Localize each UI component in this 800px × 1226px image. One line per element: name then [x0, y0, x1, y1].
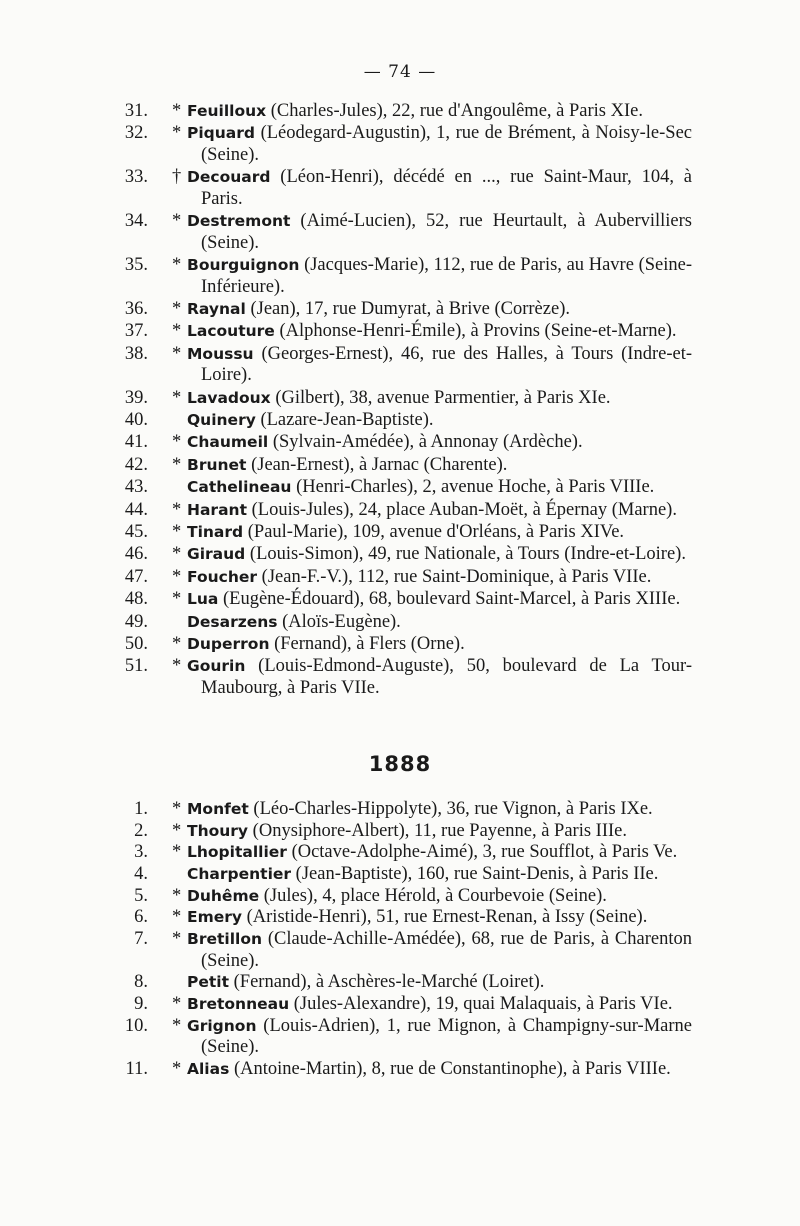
page-number: — 74 — [363, 62, 437, 82]
entry-number: 44. [124, 499, 148, 520]
entry-number: 31. [124, 101, 148, 121]
entry-name: Foucher [187, 567, 258, 586]
entry-number: 37. [124, 321, 148, 342]
entry-name: Bretillon [187, 930, 263, 949]
list-item [0, 455, 800, 477]
entry-number: 46. [124, 544, 148, 565]
entry-number: 34. [124, 211, 148, 232]
entry-name: Lavadoux [187, 388, 271, 407]
entry-name: Giraud [187, 545, 246, 564]
list-item [0, 567, 800, 589]
entry-name: Decouard [187, 168, 271, 187]
entry-details: (Jean-Baptiste), 160, rue Saint-Denis, à Paris IIe. [291, 864, 659, 885]
entry-number: 40. [124, 410, 148, 431]
entry-number: 45. [124, 521, 148, 542]
entry-number: 5. [134, 885, 148, 906]
list-item [0, 656, 800, 699]
entry-details: (Fernand), à Flers (Orne). [269, 633, 465, 654]
entry-name: Lacouture [187, 322, 275, 341]
entry-details: (Aimé-Lucien), 52, rue Heurtault, à Aubervilliers (Seine). [201, 211, 692, 253]
entry-details: (Alphonse-Henri-Émile), à Provins (Seine-et-Marne). [274, 321, 677, 342]
entry-details: (Jean-Ernest), à Jarnac (Charente). [246, 454, 508, 475]
entry-number: 42. [124, 454, 148, 475]
entry-details: (Antoine-Martin), 8, rue de Constantinophe), à Paris VIIIe. [229, 1058, 671, 1079]
list-item [0, 1059, 800, 1081]
entries-1887-continued [0, 101, 800, 700]
entry-details: (Sylvain-Amédée), à Annonay (Ardèche). [268, 432, 583, 453]
list-item [0, 500, 800, 522]
list-item [0, 972, 800, 994]
list-item [0, 123, 800, 166]
entry-mark: * [172, 101, 182, 121]
entry-name: Piquard [187, 124, 256, 143]
entry-number: 3. [134, 842, 148, 863]
entry-details: (Louis-Simon), 49, rue Nationale, à Tours (Indre-et-Loire). [245, 544, 686, 565]
entry-details: (Claude-Achille-Amédée), 68, rue de Paris, à Charenton (Seine). [201, 929, 692, 971]
entry-number: 47. [124, 566, 148, 587]
entry-details: (Aloïs-Eugène). [277, 611, 401, 632]
entry-details: (Georges-Ernest), 46, rue des Halles, à Tours (Indre-et-Loire). [201, 343, 692, 386]
entry-name: Desarzens [187, 612, 278, 631]
list-item [0, 477, 800, 499]
entry-name: Harant [187, 500, 247, 519]
entry-name: Duperron [187, 634, 270, 653]
entry-name: Bretonneau [187, 995, 290, 1013]
list-item [0, 1016, 800, 1059]
entry-details: (Jean-F.-V.), 112, rue Saint-Dominique, à Paris VIIe. [257, 566, 652, 587]
entry-number: 8. [134, 972, 148, 993]
list-item [0, 799, 800, 821]
entry-name: Charpentier [187, 865, 292, 884]
list-item [0, 344, 800, 387]
entry-details: (Jacques-Marie), 112, rue de Paris, au Havre (Seine-Inférieure). [201, 255, 692, 297]
entry-details: (Eugène-Édouard), 68, boulevard Saint-Marcel, à Paris XIIIe. [218, 589, 681, 610]
entry-mark: † [172, 167, 182, 188]
entry-mark: * [172, 321, 182, 342]
entry-number: 36. [124, 298, 148, 319]
entry-mark: * [172, 929, 182, 950]
entry-details: (Louis-Jules), 24, place Auban-Moët, à Épernay (Marne). [246, 499, 677, 520]
list-item [0, 544, 800, 566]
entry-mark: * [172, 298, 182, 319]
entry-name: Lhopitallier [187, 843, 287, 862]
entry-name: Alias [187, 1059, 230, 1078]
list-item [0, 612, 800, 634]
entry-number: 38. [124, 343, 148, 364]
list-item [0, 299, 800, 321]
entry-number: 39. [124, 387, 148, 408]
entry-details: (Jules-Alexandre), 19, quai Malaquais, à Paris VIe. [289, 994, 673, 1014]
entry-details: (Octave-Adolphe-Aimé), 3, rue Soufflot, à Paris Ve. [286, 842, 678, 863]
entry-details: (Paul-Marie), 109, avenue d'Orléans, à Paris XIVe. [243, 521, 625, 542]
entry-details: (Lazare-Jean-Baptiste). [255, 410, 434, 431]
entry-name: Emery [187, 908, 242, 927]
entry-mark: * [172, 994, 182, 1014]
list-item [0, 410, 800, 432]
entries-1888 [0, 799, 800, 1081]
list-item [0, 522, 800, 544]
list-item [0, 211, 800, 254]
entry-mark: * [172, 255, 182, 276]
entry-number: 33. [124, 167, 148, 188]
entry-details: (Charles-Jules), 22, rue d'Angoulême, à Paris XIe. [266, 101, 643, 121]
entry-name: Chaumeil [187, 433, 269, 452]
entry-name: Duhême [187, 886, 260, 905]
entry-mark: * [172, 387, 182, 408]
entry-details: (Onysiphore-Albert), 11, rue Payenne, à Paris IIIe. [248, 820, 627, 841]
entry-details: (Jules), 4, place Hérold, à Courbevoie (Seine). [259, 885, 607, 906]
entry-name: Grignon [187, 1016, 257, 1035]
entry-number: 2. [134, 820, 148, 841]
entry-details: (Léodegard-Augustin), 1, rue de Brément, à Noisy-le-Sec (Seine). [201, 123, 692, 165]
list-item [0, 634, 800, 656]
entry-mark: * [172, 343, 182, 364]
entry-name: Feuilloux [187, 102, 267, 120]
entry-mark: * [172, 454, 182, 475]
entry-number: 6. [134, 907, 148, 928]
entry-number: 7. [134, 929, 148, 950]
entry-mark: * [172, 799, 182, 819]
list-item [0, 907, 800, 929]
entry-number: 41. [124, 432, 148, 453]
entry-name: Moussu [187, 344, 254, 363]
list-item [0, 589, 800, 611]
entry-number: 32. [124, 123, 148, 144]
entry-number: 9. [134, 994, 148, 1014]
entry-number: 11. [125, 1058, 148, 1079]
entry-details: (Gilbert), 38, avenue Parmentier, à Paris XIe. [270, 387, 611, 408]
entry-name: Brunet [187, 455, 247, 474]
entry-details: (Jean), 17, rue Dumyrat, à Brive (Corrèze). [245, 298, 570, 319]
entry-number: 1. [134, 799, 148, 819]
entry-details: (Henri-Charles), 2, avenue Hoche, à Paris VIIIe. [291, 477, 655, 498]
entry-mark: * [172, 820, 182, 841]
entry-name: Monfet [187, 800, 249, 818]
year-heading: 1888 [368, 752, 432, 776]
entry-number: 51. [124, 656, 148, 677]
entry-number: 49. [124, 611, 148, 632]
list-item [0, 842, 800, 864]
entry-number: 50. [124, 633, 148, 654]
entry-details: (Fernand), à Aschères-le-Marché (Loiret). [229, 972, 545, 993]
entry-details: (Léon-Henri), décédé en ..., rue Saint-Maur, 104, à Paris. [201, 167, 692, 209]
entry-mark: * [172, 211, 182, 232]
entry-number: 48. [124, 589, 148, 610]
entry-name: Destremont [187, 212, 291, 231]
entry-mark: * [172, 1015, 182, 1036]
entry-mark: * [172, 566, 182, 587]
list-item [0, 929, 800, 972]
entry-name: Lua [187, 590, 219, 609]
list-item [0, 321, 800, 343]
entry-name: Quinery [187, 411, 256, 430]
list-item [0, 101, 800, 123]
entry-mark: * [172, 885, 182, 906]
entry-name: Petit [187, 973, 230, 992]
entry-mark: * [172, 656, 182, 677]
entry-name: Cathelineau [187, 478, 292, 497]
entry-number: 10. [124, 1015, 148, 1036]
entry-mark: * [172, 842, 182, 863]
entry-details: (Aristide-Henri), 51, rue Ernest-Renan, à Issy (Seine). [242, 907, 648, 928]
list-item [0, 864, 800, 886]
entry-details: (Léo-Charles-Hippolyte), 36, rue Vignon, à Paris IXe. [248, 799, 653, 819]
entry-name: Thoury [187, 821, 249, 840]
entry-number: 4. [134, 864, 148, 885]
list-item [0, 821, 800, 843]
entry-mark: * [172, 589, 182, 610]
entry-details: (Louis-Edmond-Auguste), 50, boulevard de La Tour-Maubourg, à Paris VIIe. [201, 656, 692, 698]
entry-number: 43. [124, 477, 148, 498]
entry-details: (Louis-Adrien), 1, rue Mignon, à Champigny-sur-Marne (Seine). [201, 1015, 692, 1058]
list-item [0, 432, 800, 454]
entry-mark: * [172, 432, 182, 453]
entry-mark: * [172, 907, 182, 928]
list-item [0, 886, 800, 908]
entry-mark: * [172, 123, 182, 144]
entry-name: Gourin [187, 657, 246, 676]
entry-name: Tinard [187, 522, 244, 541]
list-item [0, 994, 800, 1016]
entry-mark: * [172, 633, 182, 654]
entry-mark: * [172, 1058, 182, 1079]
entry-mark: * [172, 521, 182, 542]
list-item [0, 255, 800, 298]
entry-name: Raynal [187, 299, 246, 318]
entry-mark: * [172, 499, 182, 520]
entry-number: 35. [124, 255, 148, 276]
entry-name: Bourguignon [187, 256, 300, 275]
list-item [0, 167, 800, 210]
list-item [0, 388, 800, 410]
entry-mark: * [172, 544, 182, 565]
